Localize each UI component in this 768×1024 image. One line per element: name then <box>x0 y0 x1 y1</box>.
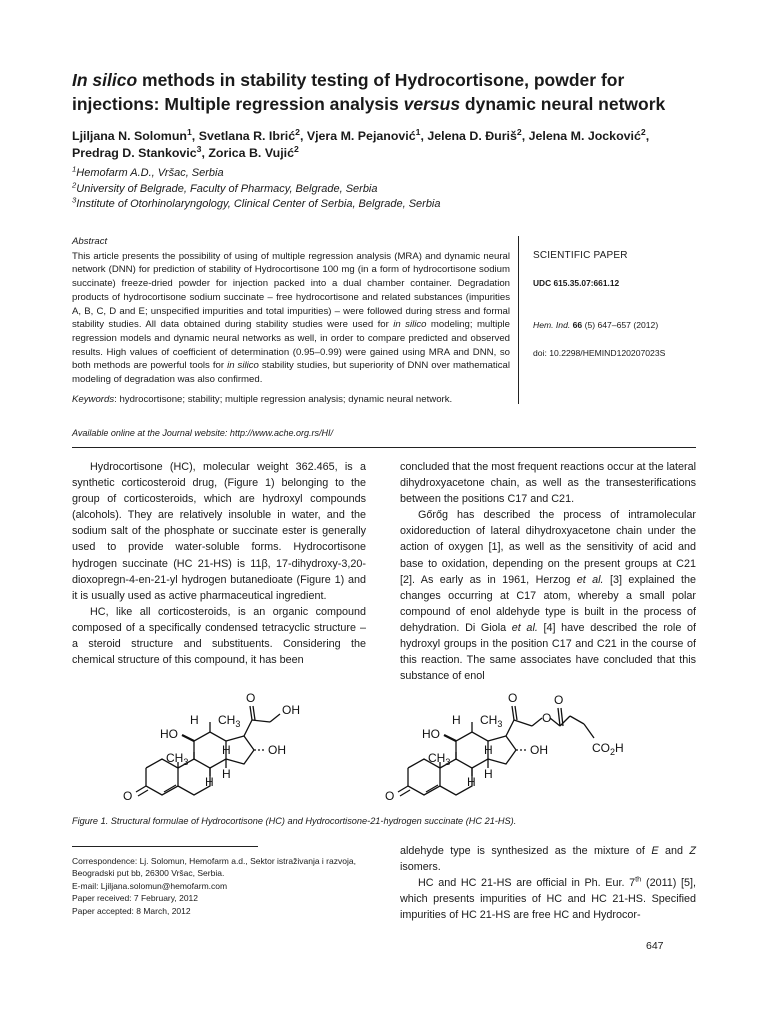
doi[interactable]: doi: 10.2298/HEMIND120207023S <box>533 348 666 358</box>
received-date: Paper received: 7 February, 2012 <box>72 893 198 904</box>
author: Jelena M. Jocković$^2$, <box>528 126 650 143</box>
label-h: H <box>222 743 231 757</box>
keywords: Keywords: hydrocortisone; stability; multiple regression analysis; dynamic neural network. <box>72 393 453 405</box>
online-note[interactable]: Available online at the Journal website: http://www.ache.org.rs/HI/ <box>72 428 333 438</box>
label-h: H <box>222 767 231 781</box>
email[interactable]: E-mail: Ljiljana.solomun@hemofarm.com <box>72 880 228 891</box>
paragraph: HC, like all corticosteroids, is an organic compound composed of a specifically condensed tetracyclic structure – a steroid structure and substituents. Considering the chemical structure of this compound, it has been <box>72 605 366 667</box>
label-ch3: $CH_3$ <box>218 713 241 729</box>
affiliation-list <box>72 166 692 213</box>
author: Vjera M. Pejanović$^1$, <box>306 126 428 143</box>
figure-caption: Figure 1. Structural formulae of Hydrocortisone (HC) and Hydrocortisone-21-hydrogen succinate (HC 21-HS). <box>72 816 517 826</box>
hc21hs-labels <box>385 691 624 803</box>
label-h: H <box>190 713 199 727</box>
label-o: O <box>542 711 552 725</box>
paragraph: concluded that the most frequent reactions occur at the lateral dihydroxyacetone chain, as well as the transesterifications between the positions C17 and C21. <box>400 461 696 506</box>
horizontal-divider <box>72 447 696 448</box>
label-oh: OH <box>530 743 548 757</box>
journal-citation: Hem. Ind. 66 (5) 647–657 (2012) <box>533 320 659 330</box>
body-column-left <box>72 459 366 668</box>
author: Zorica B. Vujić$^2$ <box>208 143 299 160</box>
label-co2h: $CO_2H$ <box>592 741 624 757</box>
accepted-date: Paper accepted: 8 March, 2012 <box>72 905 191 916</box>
label-ho: HO <box>160 727 178 741</box>
correspondence: Correspondence: Lj. Solomun, Hemofarm a.d., Sektor istraživanja i razvoja, Beogradski put bb, 26300 Vršac, Serbia. <box>72 856 356 879</box>
author-list <box>72 128 692 162</box>
abstract-block <box>72 235 510 406</box>
label-h: H <box>467 775 476 789</box>
body-column-right <box>400 459 696 684</box>
paper-type: SCIENTIFIC PAPER <box>533 250 628 261</box>
author: Svetlana R. Ibrić$^2$, <box>198 126 307 143</box>
correspondence-footnote <box>72 855 372 917</box>
label-ch3: $CH_3$ <box>480 713 503 729</box>
abstract-label: Abstract <box>72 236 108 247</box>
udc-code: UDC 615.35.07:661.12 <box>533 278 620 288</box>
paragraph: Hydrocortisone (HC), molecular weight 362.465, is a synthetic corticosteroid drug, (Figure 1) belonging to the group of corticosteroids, which are hydroxyl compounds (alcohols). They are relatively insoluble in water, and the sodium salt of the phosphate or succinate ester is generally used to provide water-soluble forms. Hydrocortisone hydrogen succinate (HC 21-HS) is 11β, 17-dihydroxy-3,20-dioxopregn-4-en-21-yl hydrogen butanedioate (Figure 1) and it is usually used as active pharmaceutical ingredient. <box>72 461 366 602</box>
author: Predrag D. Stankovic$^3$, <box>72 143 209 160</box>
hc-labels <box>123 691 300 803</box>
affiliation: $^1$Hemofarm A.D., Vršac, Serbia <box>72 164 224 179</box>
author: Jelena D. Đuriš$^2$, <box>427 126 529 143</box>
label-o: O <box>385 789 395 803</box>
author: Ljiljana N. Solomun$^1$, <box>72 126 199 143</box>
label-ch3: $CH_3$ <box>428 751 451 767</box>
label-h: H <box>205 775 214 789</box>
paragraph: aldehyde type is synthesized as the mixture of E and Z isomers. <box>400 845 697 874</box>
label-o: O <box>123 789 133 803</box>
body-column-right-bottom <box>400 843 696 923</box>
label-o: O <box>246 691 256 705</box>
footnote-rule <box>72 846 258 847</box>
vertical-divider <box>518 236 519 404</box>
affiliation: $^2$University of Belgrade, Faculty of Pharmacy, Belgrade, Serbia <box>72 179 378 195</box>
structural-formula-figure <box>110 686 670 812</box>
affiliation: $^3$Institute of Otorhinolaryngology, Clinical Center of Serbia, Belgrade, Serbia <box>72 195 441 210</box>
label-oh: OH <box>282 703 300 717</box>
paragraph: HC and HC 21-HS are official in Ph. Eur. 7th (2011) [5], which presents impurities of HC and HC 21-HS. Specified impurities of HC 21-HS are free HC and Hydrocor- <box>400 874 696 922</box>
label-ch3: $CH_3$ <box>166 751 189 767</box>
label-h: H <box>484 767 493 781</box>
label-o: O <box>508 691 518 705</box>
paper-title: In silico methods in stability testing of Hydrocortisone, powder for injections: Multiple regression analysis versus dynamic neural network <box>72 70 666 114</box>
structural-formula-svg <box>110 686 670 812</box>
page-number: 647 <box>646 940 664 952</box>
label-ho: HO <box>422 727 440 741</box>
label-h: H <box>484 743 493 757</box>
label-oh: OH <box>268 743 286 757</box>
abstract-text: This article presents the possibility of using of multiple regression analysis (MRA) and dynamic neural network (DNN) for prediction of stability of Hydrocortisone 100 mg (in a form of hydrocortisone sodium succinate) freeze-dried powder for injection packed into a dual chamber container. Degradation products of hydrocortisone sodium succinate – free hydrocortisone and related substances (impurities A, B, C, D and E; unspecified impurities and total impurities) – were followed during stress and formal stability studies. All data obtained during stability studies were used for in silico modeling; multiple regression models and dynamic neural networks as well, in order to compare predicted and observed results. High values of coefficient of determination (0.95–0.99) were gained using MRA and DNN, so both methods are powerful tools for in silico stability studies, but superiority of DNN over mathematical modeling of degradation was also confirmed. <box>72 250 510 386</box>
label-h: H <box>452 713 461 727</box>
label-o: O <box>554 693 564 707</box>
paragraph: Gőrőg has described the process of intramolecular oxidoreduction of lateral dihydroxyacetone chain under the action of oxygen [1], as well as the sensitivity of acid and base to oxidation, depending on the present groups at C21 [2]. As early as in 1961, Herzog et al. [3] explained the changes occurring at C17 atom, whereby a small polar compound of enol aldehyde type is built in the process of dehydration. Di Giola et al. [4] have described the role of hydroxyl groups in the position C17 and C21 in the course of this reaction. The same associates have concluded that this substance of enol <box>400 509 696 683</box>
